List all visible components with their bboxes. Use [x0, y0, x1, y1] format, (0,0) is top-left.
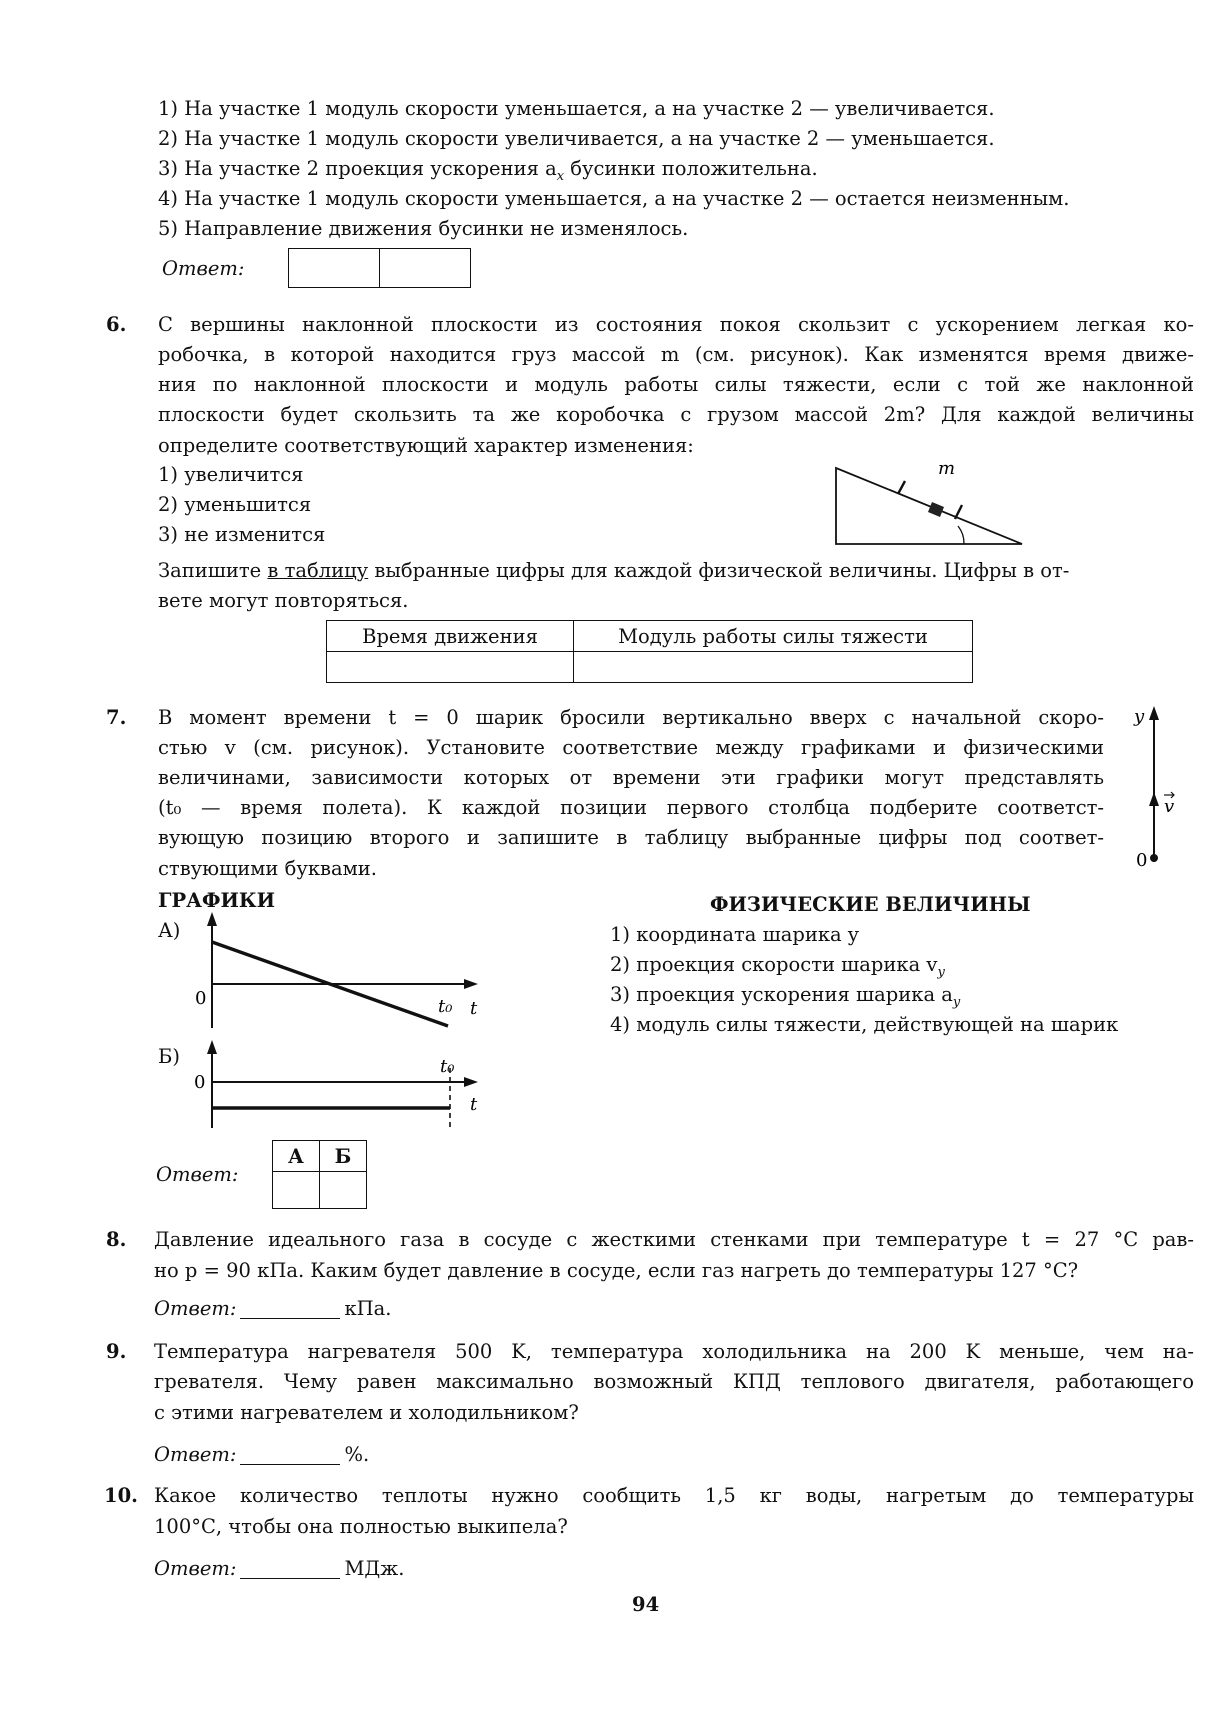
graph-b-zero: 0	[194, 1072, 206, 1093]
graph-b-t: t	[470, 1094, 478, 1115]
q7-quantity-2-sub: y	[937, 964, 945, 980]
q6-header-work: Модуль работы силы тяжести	[574, 621, 973, 652]
box-left-wall	[898, 481, 905, 494]
q6-instruction-post: выбранные цифры для каждой физической величины. Цифры в от-	[368, 559, 1070, 582]
q6-choice-2: 2) уменьшится	[158, 493, 312, 516]
incline-angle-arc	[958, 526, 964, 544]
q7-quantities-heading: ФИЗИЧЕСКИЕ ВЕЛИЧИНЫ	[710, 893, 1031, 916]
q5-option-1: 1) На участке 1 модуль скорости уменьшается, а на участке 2 — увеличивается.	[158, 97, 995, 120]
q7-text-line-4: (t₀ — время полета). К каждой позиции первого столбца подберите соответст-	[158, 796, 1104, 819]
q6-header-time: Время движения	[327, 621, 574, 652]
q10-text-line-1: Какое количество теплоты нужно сообщить 1,5 кг воды, нагретым до температуры	[154, 1484, 1194, 1507]
q9-text-line-2: гревателя. Чему равен максимально возможный КПД теплового двигателя, работающего	[154, 1370, 1194, 1393]
ball-dot	[1150, 854, 1158, 862]
q6-number: 6.	[106, 313, 127, 336]
q7-quantity-1: 1) координата шарика y	[610, 923, 859, 946]
q5-option-3-sub: x	[556, 168, 565, 184]
graph-b-label: Б)	[158, 1045, 180, 1068]
q7-quantity-3	[610, 982, 960, 1016]
q9-number: 9.	[106, 1340, 127, 1363]
page-number: 94	[632, 1593, 660, 1616]
axis-y-label: y	[1134, 706, 1145, 727]
q7-quantity-4: 4) модуль силы тяжести, действующей на шарик	[610, 1013, 1119, 1036]
axis-v-label: v	[1164, 796, 1175, 817]
q6-instruction-2: вете могут повторяться.	[158, 589, 409, 612]
graph-a-t: t	[470, 998, 478, 1019]
graph-a-t0: t₀	[438, 996, 453, 1017]
q7-graphs-heading: ГРАФИКИ	[158, 889, 276, 912]
q7-header-a: А	[273, 1141, 320, 1172]
q6-instruction-pre: Запишите	[158, 559, 268, 582]
q6-text-line-5: определите соответствующий характер изменения:	[158, 434, 694, 457]
q6-answer-cell-work[interactable]	[574, 652, 973, 683]
q7-number: 7.	[106, 706, 127, 729]
graph-b-t0: t₀	[440, 1056, 455, 1077]
q8-answer-label: Ответ:	[154, 1297, 237, 1320]
q7-answer-cell-b[interactable]	[320, 1172, 367, 1209]
q6-choice-1: 1) увеличится	[158, 463, 304, 486]
weight-block	[928, 502, 944, 517]
q7-quantity-3-text: 3) проекция ускорения шарика a	[610, 983, 953, 1006]
q6-answer-cell-time[interactable]	[327, 652, 574, 683]
q7-answer-cell-a[interactable]	[273, 1172, 320, 1209]
q7-header-b: Б	[320, 1141, 367, 1172]
q7-text-line-3: величинами, зависимости которых от времени эти графики могут представлять	[158, 766, 1104, 789]
q6-instruction-1	[158, 558, 1069, 584]
graph-a-label: А)	[158, 919, 181, 942]
q7-text-line-6: ствующими буквами.	[158, 857, 377, 880]
q5-option-3	[158, 156, 818, 190]
ball-axis-figure	[1130, 700, 1190, 870]
q6-text-line-3: ния по наклонной плоскости и модуль работы силы тяжести, если с той же наклонной	[158, 373, 1194, 396]
q7-quantity-3-sub: y	[952, 994, 961, 1010]
q7-text-line-2: стью v (см. рисунок). Установите соответствие между графиками и физическими	[158, 736, 1104, 759]
q10-answer-row	[154, 1556, 404, 1582]
q5-answer-label: Ответ:	[162, 257, 245, 280]
incline-triangle	[836, 468, 1022, 544]
q5-option-3-tail: бусинки положительна.	[564, 157, 818, 180]
q5-option-2: 2) На участке 1 модуль скорости увеличивается, а на участке 2 — уменьшается.	[158, 127, 995, 150]
q7-quantity-2	[610, 952, 945, 986]
q8-text-line-2: но p = 90 кПа. Каким будет давление в сосуде, если газ нагреть до температуры 127 °C?	[154, 1259, 1079, 1282]
mass-label: m	[938, 458, 956, 479]
q7-text-line-5: вующую позицию второго и запишите в таблицу выбранные цифры под соответ-	[158, 826, 1104, 849]
incline-figure	[826, 456, 1026, 550]
q10-text-line-2: 100°С, чтобы она полностью выкипела?	[154, 1515, 568, 1538]
q8-answer-blank[interactable]	[240, 1298, 340, 1319]
q5-answer-box	[288, 248, 471, 288]
q7-answer-table	[272, 1140, 367, 1209]
q6-text-line-1: С вершины наклонной плоскости из состояния покоя скользит с ускорением легкая ко-	[158, 313, 1194, 336]
axis-zero-label: 0	[1136, 850, 1148, 870]
q9-answer-blank[interactable]	[240, 1444, 340, 1465]
graph-a-zero: 0	[195, 988, 207, 1009]
q8-number: 8.	[106, 1228, 127, 1251]
q6-text-line-2: робочка, в которой находится груз массой m (см. рисунок). Как изменятся время движе-	[158, 343, 1194, 366]
q9-answer-label: Ответ:	[154, 1443, 237, 1466]
q5-answer-cell-1[interactable]	[289, 249, 380, 288]
q10-number: 10.	[104, 1484, 138, 1507]
q5-option-4: 4) На участке 1 модуль скорости уменьшается, а на участке 2 — остается неизменным.	[158, 187, 1070, 210]
q8-unit: кПа.	[344, 1297, 392, 1320]
q6-answer-table	[326, 620, 973, 683]
q9-text-line-1: Температура нагревателя 500 K, температура холодильника на 200 K меньше, чем на-	[154, 1340, 1194, 1363]
q7-text-line-1: В момент времени t = 0 шарик бросили вертикально вверх с начальной скоро-	[158, 706, 1104, 729]
q7-quantity-2-text: 2) проекция скорости шарика v	[610, 953, 938, 976]
q5-option-3-text: 3) На участке 2 проекция ускорения a	[158, 157, 557, 180]
q9-text-line-3: с этими нагревателем и холодильником?	[154, 1401, 579, 1424]
q10-answer-blank[interactable]	[240, 1558, 340, 1579]
q6-choice-3: 3) не изменится	[158, 523, 326, 546]
axis-arrowhead	[1149, 706, 1159, 720]
q6-instruction-underlined: в таблицу	[267, 559, 369, 582]
q5-option-5: 5) Направление движения бусинки не изменялось.	[158, 217, 689, 240]
q9-unit: %.	[344, 1443, 370, 1466]
q5-answer-cell-2[interactable]	[380, 249, 471, 288]
graph-a	[186, 908, 486, 1038]
q7-answer-label: Ответ:	[156, 1163, 239, 1186]
velocity-arrowhead	[1149, 792, 1159, 806]
graph-b	[186, 1036, 486, 1134]
box-right-wall	[955, 505, 962, 519]
q10-answer-label: Ответ:	[154, 1557, 237, 1580]
q9-answer-row	[154, 1442, 369, 1468]
q8-answer-row	[154, 1296, 391, 1322]
q8-text-line-1: Давление идеального газа в сосуде с жесткими стенками при температуре t = 27 °C рав-	[154, 1228, 1194, 1251]
q10-unit: МДж.	[344, 1557, 405, 1580]
q6-text-line-4: плоскости будет скользить та же коробочка с грузом массой 2m? Для каждой величины	[158, 403, 1194, 426]
